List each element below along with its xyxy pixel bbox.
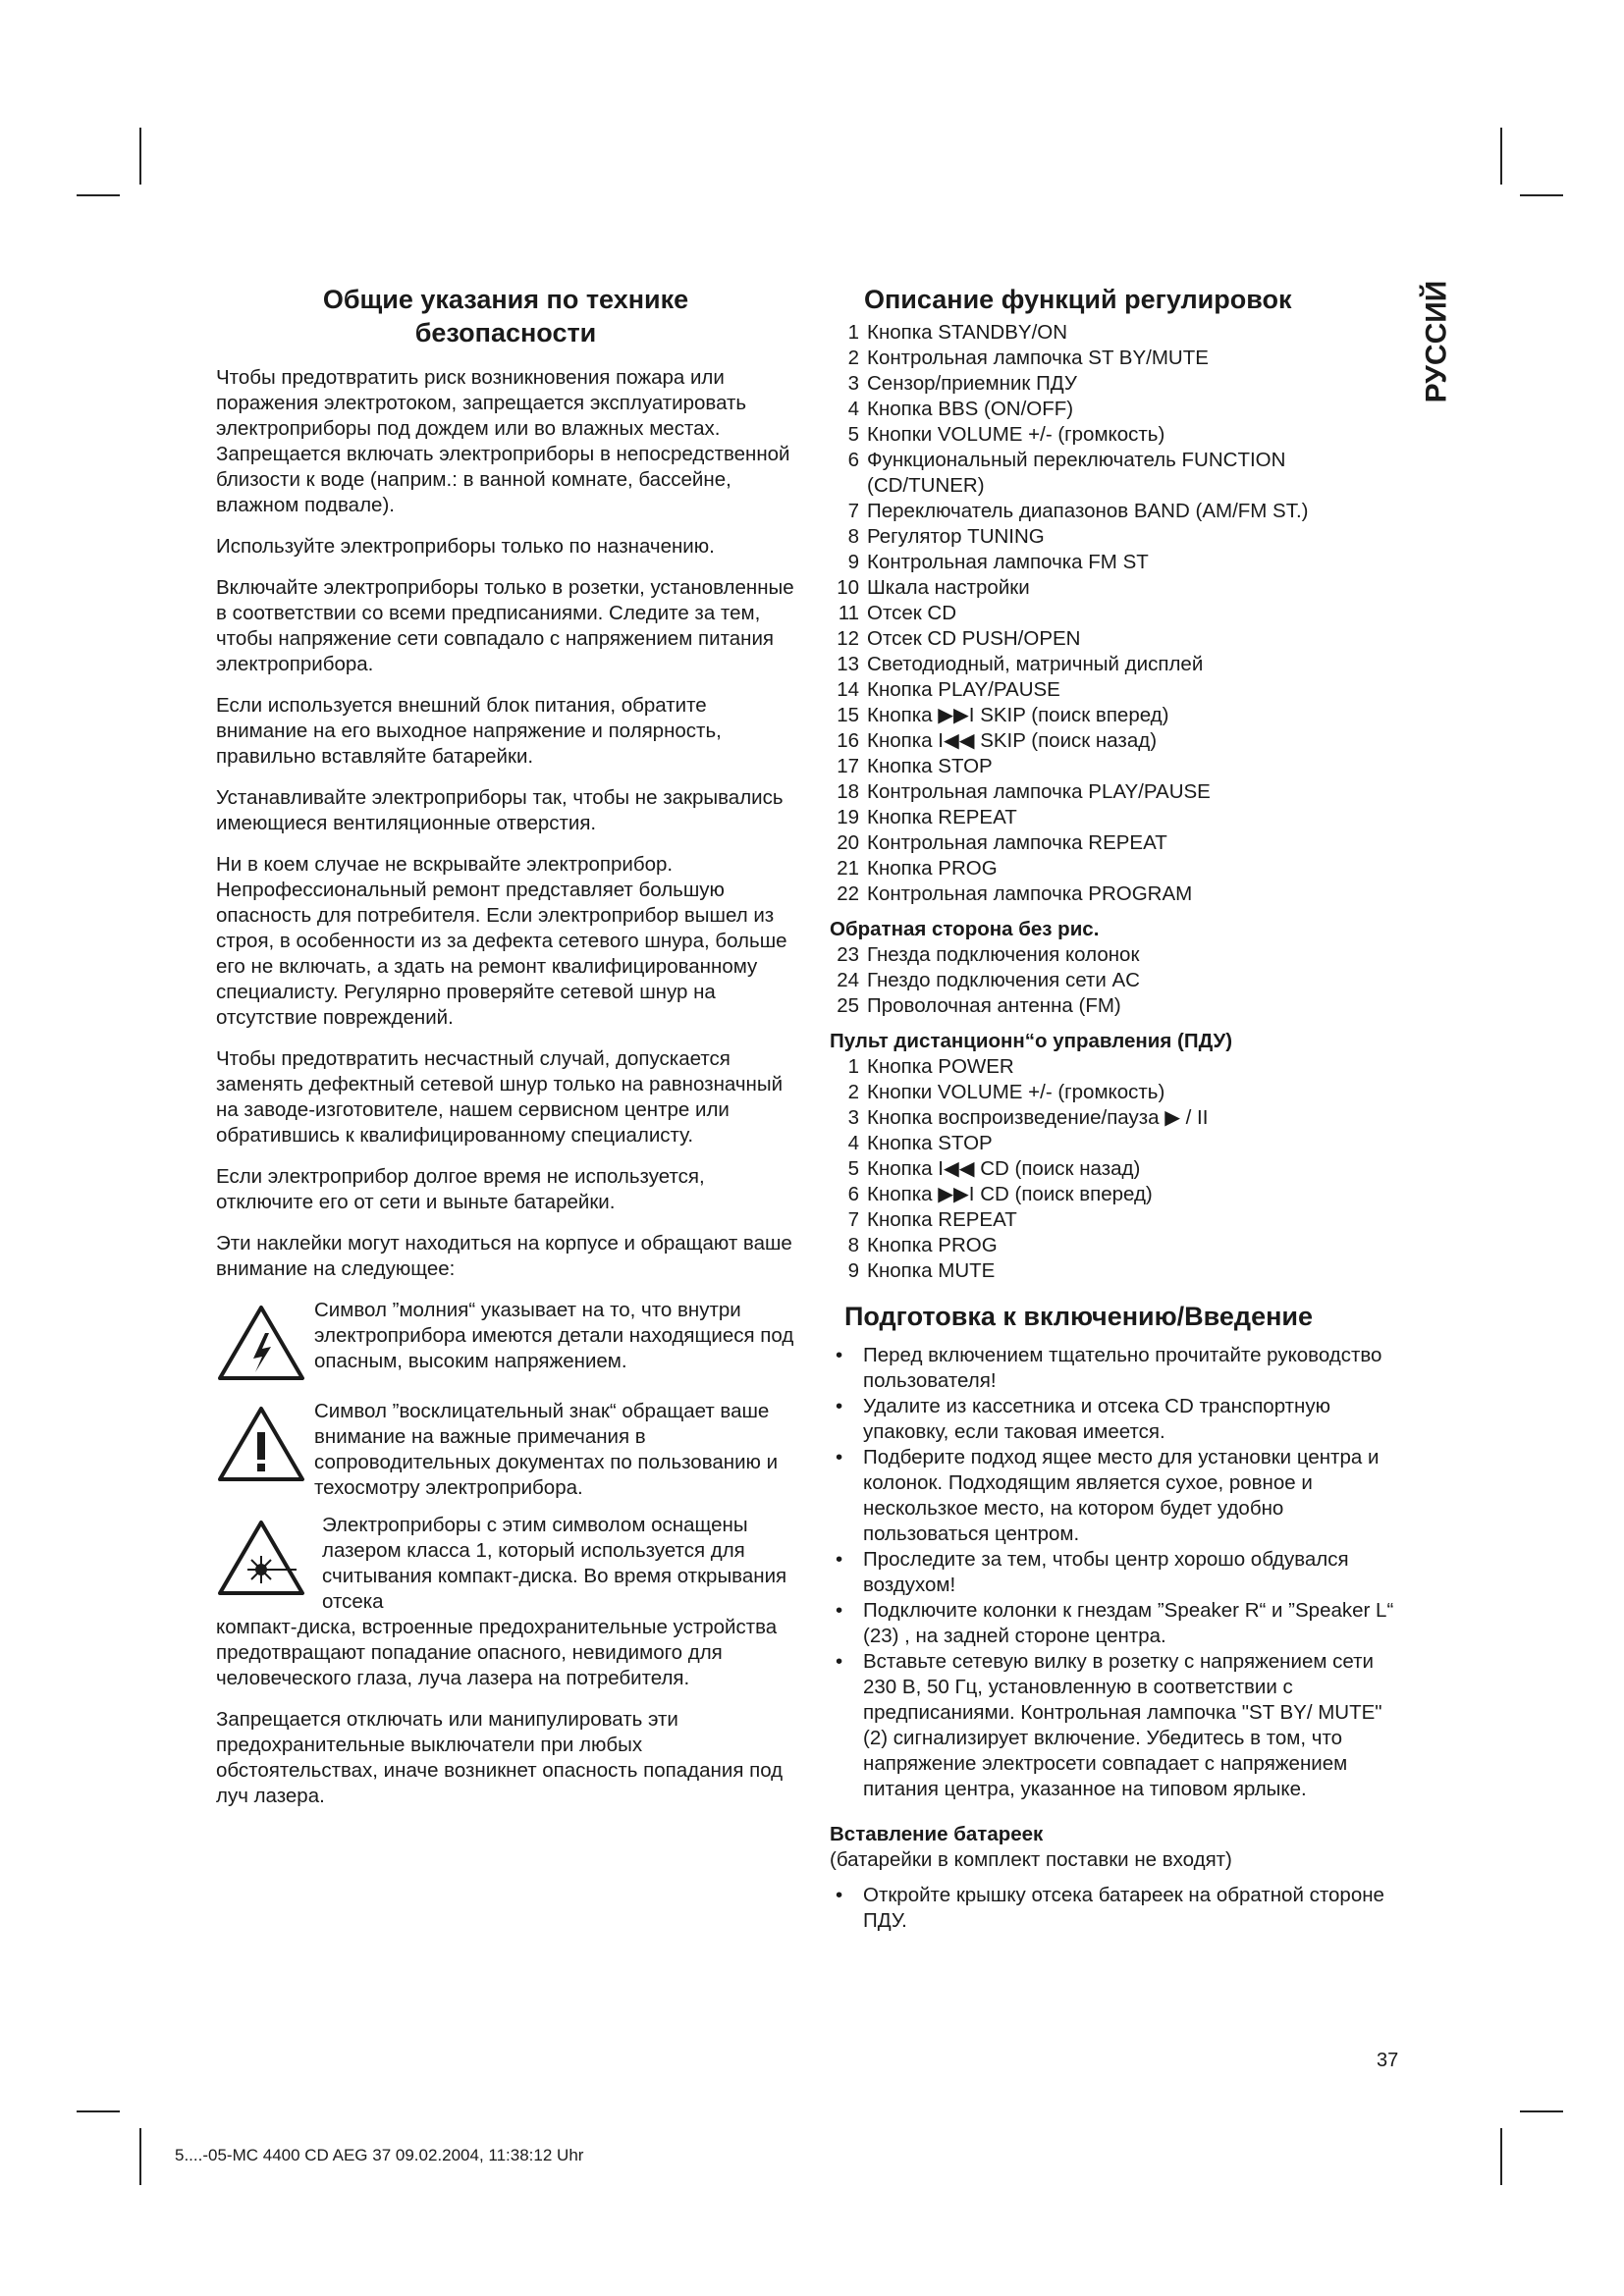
item-text: Кнопка BBS (ON/OFF): [867, 398, 1074, 420]
remote-item: [830, 1233, 1399, 1258]
bullet-text: Подключите колонки к гнездам ”Speaker R“ и ”Speaker L“ (23) , на задней стороне центра.: [863, 1599, 1394, 1647]
item-number: 6: [847, 449, 859, 471]
bullet-icon: •: [836, 1446, 843, 1468]
item-text: Кнопка ▶▶I CD (поиск вперед): [867, 1183, 1153, 1205]
item-number: 7: [847, 500, 859, 522]
bullet-icon: •: [836, 1548, 843, 1571]
safety-paragraph: Запрещается отключать или манипулировать эти предохранительные выключатели при любых обстоятельствах, иначе возникнет опасность попадания под луч лазера.: [216, 1708, 784, 1807]
item-text: Кнопка ▶▶I SKIP (поиск вперед): [867, 704, 1169, 726]
item-text: Гнездо подключения сети AC: [867, 969, 1140, 991]
crop-mark: [139, 128, 141, 185]
crop-mark: [1520, 2110, 1563, 2112]
control-item: [830, 728, 1399, 754]
item-text: Кнопка PLAY/PAUSE: [867, 678, 1060, 701]
item-number: 13: [837, 653, 859, 675]
item-text: Шкала настройки: [867, 576, 1030, 599]
remote-item: [830, 1105, 1399, 1131]
item-text: Кнопка REPEAT: [867, 1208, 1017, 1231]
crop-mark: [139, 2128, 141, 2185]
laser-warning-icon: [216, 1519, 314, 1602]
item-text: Контрольная лампочка FM ST: [867, 551, 1149, 573]
item-number: 4: [847, 1132, 859, 1154]
remote-list: [830, 1054, 1399, 1284]
item-text: Гнезда подключения колонок: [867, 943, 1140, 966]
item-text: Контрольная лампочка REPEAT: [867, 831, 1167, 854]
remote-item: [830, 1054, 1399, 1080]
safety-paragraph: Если используется внешний блок питания, обратите внимание на его выходное напряжение и полярность, правильно вставляйте батарейки.: [216, 694, 722, 768]
control-item: [830, 677, 1399, 703]
item-text: Контрольная лампочка PROGRAM: [867, 882, 1193, 905]
item-number: 5: [847, 423, 859, 446]
item-number: 8: [847, 1234, 859, 1256]
preparation-item: [830, 1445, 1399, 1547]
safety-paragraph: Ни в коем случае не вскрывайте электроприбор. Непрофессиональный ремонт представляет большую опасность для потребителя. Если электроприбор вышел из строя, в особенности из за дефекта сетевого шнура, больше его не включать, а здать на ремонт квалифицированному специалисту. Регулярно проверяйте сетевой шнур на отсутствие повреждений.: [216, 853, 787, 1029]
item-number: 9: [847, 1259, 859, 1282]
battery-note: (батарейки в комплект поставки не входят): [830, 1848, 1232, 1871]
remote-item: [830, 1156, 1399, 1182]
item-number: 3: [847, 1106, 859, 1129]
back-side-item: [830, 942, 1399, 968]
exclamation-symbol-note: Символ ”восклицательный знак“ обращает ваше внимание на важные примечания в сопроводительных документах по пользованию и техосмотру электроприбора.: [216, 1399, 795, 1501]
item-number: 7: [847, 1208, 859, 1231]
bullet-text: Перед включением тщательно прочитайте руководство пользователя!: [863, 1344, 1382, 1392]
remote-item: [830, 1182, 1399, 1207]
item-text: Проволочная антенна (FM): [867, 994, 1121, 1017]
item-number: 22: [837, 882, 859, 905]
page-number: 37: [1377, 2050, 1399, 2071]
bullet-text: Вставьте сетевую вилку в розетку с напряжением сети 230 В, 50 Гц, установленную в соответствии с предписаниями. Контрольная лампочка "ST BY/ MUTE" (2) сигнализирует включение. Убедитесь в том, что напряжение электросети совпадает с напряжением питания центра, указанное на типовом ярлыке.: [863, 1650, 1382, 1800]
item-text: Кнопка POWER: [867, 1055, 1014, 1078]
item-text: Кнопка STANDBY/ON: [867, 321, 1068, 344]
control-item: [830, 830, 1399, 856]
remote-item: [830, 1258, 1399, 1284]
control-item: [830, 703, 1399, 728]
item-text: Кнопка I◀◀ CD (поиск назад): [867, 1157, 1141, 1180]
remote-item: [830, 1131, 1399, 1156]
control-item: [830, 422, 1399, 448]
item-text: Функциональный переключатель FUNCTION: [867, 449, 1286, 471]
print-footer: 5....-05-MC 4400 CD AEG 37 09.02.2004, 11:38:12 Uhr: [175, 2146, 584, 2164]
item-number: 23: [837, 943, 859, 966]
back-side-list: [830, 942, 1399, 1019]
item-text: Кнопка STOP: [867, 1132, 993, 1154]
crop-mark: [1500, 2128, 1502, 2185]
language-tab: [1417, 263, 1456, 420]
bullet-icon: •: [836, 1650, 843, 1673]
item-number: 11: [838, 602, 859, 624]
bullet-icon: •: [836, 1395, 843, 1417]
control-item: [830, 652, 1399, 677]
item-number: 24: [837, 969, 859, 991]
safety-paragraph: Используйте электроприборы только по назначению.: [216, 535, 715, 558]
item-number: 1: [847, 321, 859, 344]
remote-title: Пульт дистанционн“о управления (ПДУ): [830, 1030, 1233, 1052]
bullet-icon: •: [836, 1599, 843, 1622]
preparation-title: Подготовка к включению/Введение: [844, 1302, 1314, 1331]
item-number: [830, 473, 867, 499]
back-side-title: Обратная сторона без рис.: [830, 918, 1100, 940]
bullet-text: Откройте крышку отсека батареек на обратной стороне ПДУ.: [863, 1884, 1384, 1932]
item-text: Кнопка STOP: [867, 755, 993, 777]
item-text: Регулятор TUNING: [867, 525, 1045, 548]
language-tab-label: РУССИЙ: [1420, 280, 1453, 403]
item-text: Переключатель диапазонов BAND (AM/FM ST.): [867, 500, 1309, 522]
preparation-item: [830, 1547, 1399, 1598]
control-item: [830, 881, 1399, 907]
item-text: Кнопка воспроизведение/пауза ▶ / II: [867, 1106, 1209, 1129]
item-text: Кнопка PROG: [867, 857, 998, 880]
item-number: 15: [837, 704, 859, 726]
bullet-text: Удалите из кассетника и отсека CD транспортную упаковку, если таковая имеется.: [863, 1395, 1330, 1443]
crop-mark: [77, 194, 120, 196]
control-item: [830, 320, 1399, 346]
item-text: Отсек CD PUSH/OPEN: [867, 627, 1081, 650]
item-number: 12: [837, 627, 859, 650]
remote-item: [830, 1080, 1399, 1105]
safety-paragraph: Устанавливайте электроприборы так, чтобы не закрывались имеющиеся вентиляционные отверстия.: [216, 786, 784, 834]
safety-paragraph: Эти наклейки могут находиться на корпусе и обращают ваше внимание на следующее:: [216, 1232, 792, 1280]
item-number: 25: [837, 994, 859, 1017]
item-text: Отсек CD: [867, 602, 957, 624]
control-item: [830, 473, 1399, 499]
control-item: [830, 754, 1399, 779]
item-number: 2: [847, 347, 859, 369]
control-item: [830, 575, 1399, 601]
item-number: 17: [837, 755, 859, 777]
control-item: [830, 805, 1399, 830]
item-text: Сензор/приемник ПДУ: [867, 372, 1077, 395]
preparation-item: [830, 1598, 1399, 1649]
crop-mark: [1520, 194, 1563, 196]
item-text: Кнопка MUTE: [867, 1259, 996, 1282]
bullet-text: Подберите подход ящее место для установки центра и колонок. Подходящим является сухое, ровное и нескользкое место, на котором будет удобно пользоваться центром.: [863, 1446, 1380, 1545]
bullet-icon: •: [836, 1884, 843, 1906]
safety-paragraph: Включайте электроприборы только в розетки, установленные в соответствии со всеми предписаниями. Следите за тем, чтобы напряжение сети совпадало с напряжением питания электроприбора.: [216, 576, 794, 675]
safety-title: Общие указания по технике безопасности: [322, 285, 689, 347]
item-text: Кнопки VOLUME +/- (громкость): [867, 423, 1165, 446]
item-text: Светодиодный, матричный дисплей: [867, 653, 1204, 675]
item-number: 18: [837, 780, 859, 803]
item-number: 1: [847, 1055, 859, 1078]
item-number: 21: [837, 857, 859, 880]
laser-symbol-note: Электроприборы с этим символом оснащены лазером класса 1, который используется для считывания компакт-диска. Во время открывания отсека компакт-диска, встроенные предохранительные устройства предотвращают попадание опасного, невидимого для человеческого глаза, луча лазера на потребителя.: [216, 1514, 787, 1689]
battery-item: [830, 1883, 1399, 1934]
item-number: 4: [847, 398, 859, 420]
lightning-warning-icon: [216, 1298, 314, 1387]
item-number: 19: [837, 806, 859, 828]
item-number: 10: [837, 576, 859, 599]
crop-mark: [1500, 128, 1502, 185]
back-side-item: [830, 993, 1399, 1019]
control-item: [830, 856, 1399, 881]
item-number: 5: [847, 1157, 859, 1180]
item-number: 20: [837, 831, 859, 854]
remote-item: [830, 1207, 1399, 1233]
controls-title: Описание функций регулировок: [864, 285, 1292, 314]
item-number: 9: [847, 551, 859, 573]
control-item: [830, 397, 1399, 422]
control-item: [830, 448, 1399, 473]
control-item: [830, 524, 1399, 550]
back-side-item: [830, 968, 1399, 993]
bullet-text: Проследите за тем, чтобы центр хорошо обдувался воздухом!: [863, 1548, 1349, 1596]
battery-title: Вставление батареек: [830, 1823, 1044, 1845]
item-text: (CD/TUNER): [867, 474, 985, 497]
battery-list: [830, 1883, 1399, 1934]
item-text: Кнопка I◀◀ SKIP (поиск назад): [867, 729, 1158, 752]
item-number: 2: [847, 1081, 859, 1103]
preparation-item: [830, 1394, 1399, 1445]
bullet-icon: •: [836, 1344, 843, 1366]
control-item: [830, 550, 1399, 575]
control-item: [830, 346, 1399, 371]
lightning-symbol-note: Символ ”молния“ указывает на то, что внутри электроприбора имеются детали находящиеся под опасным, высоким напряжением.: [216, 1298, 795, 1387]
item-text: Кнопки VOLUME +/- (громкость): [867, 1081, 1165, 1103]
control-item: [830, 499, 1399, 524]
controls-column: [830, 283, 1399, 1934]
item-number: 14: [837, 678, 859, 701]
safety-paragraph: Чтобы предотвратить несчастный случай, допускается заменять дефектный сетевой шнур только на равнозначный на заводе-изготовителе, нашем сервисном центре или обратившись к квалифицированному специалисту.: [216, 1047, 784, 1147]
item-number: 16: [837, 729, 859, 752]
safety-paragraph: Чтобы предотвратить риск возникновения пожара или поражения электротоком, запрещается эксплуатировать электроприборы под дождем или во влажных местах. Запрещается включать электроприборы в непосредственной близости к воде (наприм.: в ванной комнате, бассейне, влажном подвале).: [216, 366, 790, 516]
preparation-list: [830, 1343, 1399, 1802]
crop-mark: [77, 2110, 120, 2112]
exclamation-warning-icon: [216, 1399, 314, 1488]
safety-column: [216, 283, 795, 1825]
item-text: Контрольная лампочка PLAY/PAUSE: [867, 780, 1211, 803]
item-text: Контрольная лампочка ST BY/MUTE: [867, 347, 1209, 369]
item-text: Кнопка REPEAT: [867, 806, 1017, 828]
item-text: Кнопка PROG: [867, 1234, 998, 1256]
control-item: [830, 626, 1399, 652]
controls-list: [830, 320, 1399, 907]
control-item: [830, 601, 1399, 626]
control-item: [830, 779, 1399, 805]
preparation-item: [830, 1343, 1399, 1394]
control-item: [830, 371, 1399, 397]
item-number: 3: [847, 372, 859, 395]
item-number: 8: [847, 525, 859, 548]
safety-paragraph: Если электроприбор долгое время не используется, отключите его от сети и выньте батарейки.: [216, 1165, 705, 1213]
item-number: 6: [847, 1183, 859, 1205]
preparation-item: [830, 1649, 1399, 1802]
